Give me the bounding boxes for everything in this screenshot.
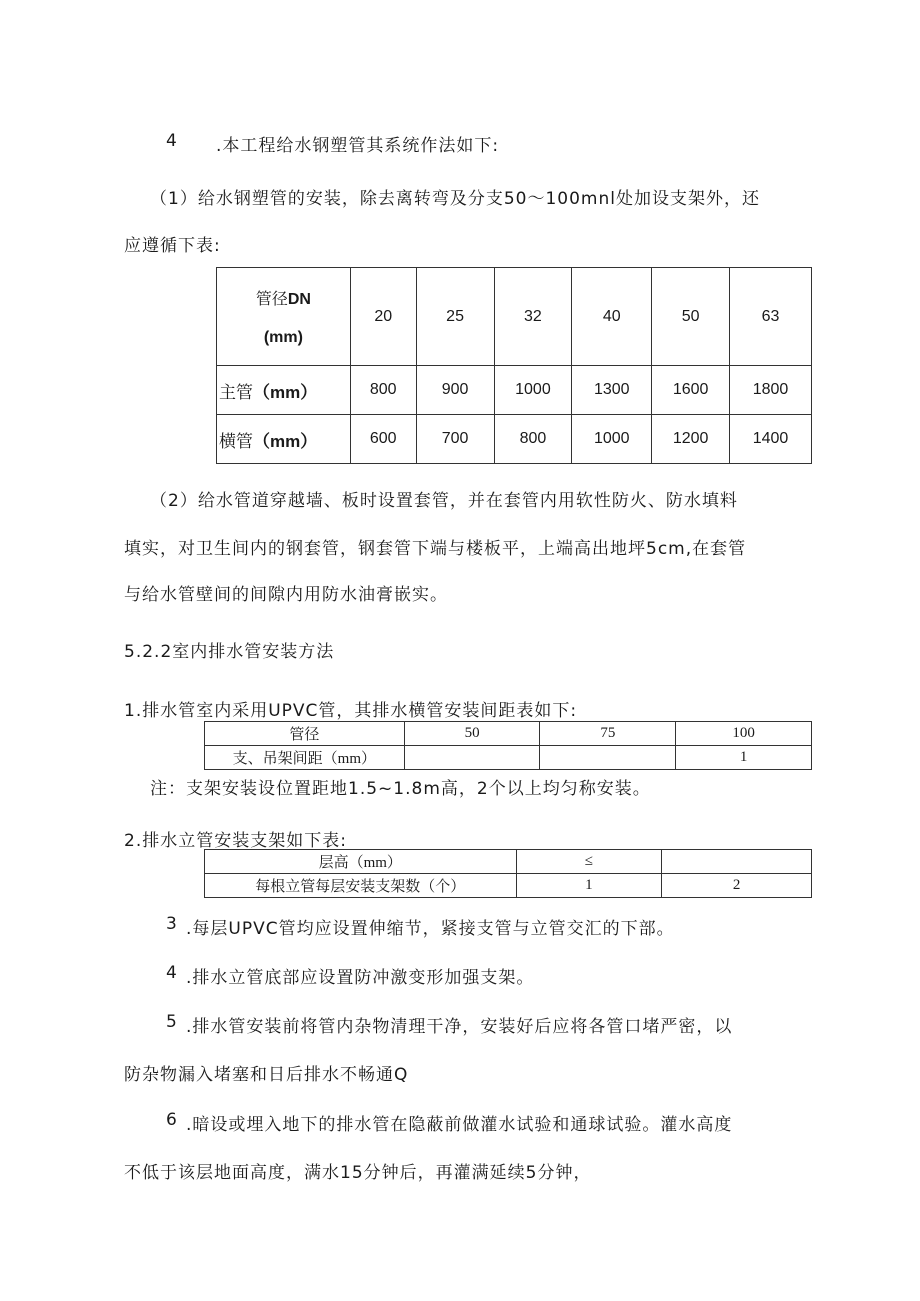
table2-size-cell: 100 xyxy=(676,722,812,746)
table1-header-row xyxy=(217,268,812,366)
table1-size-cell: 20 xyxy=(350,268,416,366)
para1-line1: （1）给水钢塑管的安装，除去离转弯及分支50～100mnl处加设支架外，还 xyxy=(150,189,760,209)
para2-line2: 填实，对卫生间内的钢套管，钢套管下端与楼板平，上端高出地坪5cm,在套管 xyxy=(124,539,747,559)
table2-size-cell: 75 xyxy=(540,722,676,746)
table2-cell: 1 xyxy=(676,746,812,770)
item-3-text: .每层UPVC管均应设置伸缩节，紧接支管与立管交汇的下部。 xyxy=(186,919,675,939)
para1-line2: 应遵循下表: xyxy=(124,236,221,256)
table1-size-cell: 63 xyxy=(730,268,812,366)
table1-header-unit: (mm) xyxy=(263,329,303,346)
row-label-text: 主管 xyxy=(219,382,253,402)
pipe-support-table xyxy=(216,267,812,464)
item-3-number: 3 xyxy=(166,914,177,934)
table2-cell xyxy=(540,746,676,770)
table3-header-row xyxy=(205,850,812,874)
table3-header-label: 层高（mm） xyxy=(205,850,517,874)
table3-row-label: 每根立管每层安装支架数（个） xyxy=(205,874,517,898)
table3-row xyxy=(205,874,812,898)
table1-cell: 800 xyxy=(350,366,416,415)
table1-header-label: 管径 xyxy=(255,291,288,308)
para2-line3: 与给水管壁间的间隙内用防水油膏嵌实。 xyxy=(124,585,448,605)
item-5-line1: .排水管安装前将管内杂物清理干净，安装好后应将各管口堵严密，以 xyxy=(186,1017,733,1037)
item-5-line2: 防杂物漏入堵塞和日后排水不畅通Q xyxy=(124,1065,409,1085)
table2-header-label: 管径 xyxy=(205,722,405,746)
table1-row-horizontal xyxy=(217,415,812,464)
table1-size-cell: 40 xyxy=(572,268,652,366)
table1-cell: 1000 xyxy=(494,366,572,415)
table3-header-cell xyxy=(662,850,812,874)
table1-cell: 1200 xyxy=(652,415,730,464)
table1-cell: 1000 xyxy=(572,415,652,464)
table2-cell xyxy=(404,746,540,770)
drain-spacing-table xyxy=(204,721,812,770)
table1-row-label xyxy=(217,366,351,415)
item-4-text: .本工程给水钢塑管其系统作法如下: xyxy=(216,136,500,156)
table3-header-cell: ≤ xyxy=(516,850,662,874)
item-4b-text: .排水立管底部应设置防冲激变形加强支架。 xyxy=(186,968,535,988)
table1-row-label xyxy=(217,415,351,464)
table1-row-main xyxy=(217,366,812,415)
item-6-number: 6 xyxy=(166,1110,177,1130)
table2-row-label: 支、吊架间距（mm） xyxy=(205,746,405,770)
item-5-number: 5 xyxy=(166,1012,177,1032)
item-6-line1: .暗设或埋入地下的排水管在隐蔽前做灌水试验和通球试验。灌水高度 xyxy=(186,1115,733,1135)
table1-header-cell xyxy=(217,268,351,366)
table1-size-cell: 50 xyxy=(652,268,730,366)
drain-item-2: 2.排水立管安装支架如下表: xyxy=(124,831,347,851)
item-6-line2: 不低于该层地面高度，满水15分钟后，再灌满延续5分钟， xyxy=(124,1163,592,1183)
note: 注：支架安装设位置距地1.5~1.8m高，2个以上均匀称安装。 xyxy=(150,779,651,799)
drain-item-1: 1.排水管室内采用UPVC管，其排水横管安装间距表如下: xyxy=(124,701,578,721)
table2-header-row xyxy=(205,722,812,746)
table3-cell: 1 xyxy=(516,874,662,898)
section-heading: 5.2.2室内排水管安装方法 xyxy=(124,642,335,662)
row-label-unit: （mm） xyxy=(253,382,318,402)
table1-cell: 1300 xyxy=(572,366,652,415)
table1-header-dn: DN xyxy=(287,291,311,308)
table1-cell: 700 xyxy=(416,415,494,464)
row-label-unit: （mm） xyxy=(253,431,318,451)
row-label-text: 横管 xyxy=(219,431,253,451)
table2-row xyxy=(205,746,812,770)
table1-size-cell: 32 xyxy=(494,268,572,366)
riser-support-table xyxy=(204,849,812,898)
item-4-number: 4 xyxy=(166,131,177,151)
table2-size-cell: 50 xyxy=(404,722,540,746)
table1-size-cell: 25 xyxy=(416,268,494,366)
table1-cell: 1600 xyxy=(652,366,730,415)
table1-cell: 1400 xyxy=(730,415,812,464)
table1-cell: 800 xyxy=(494,415,572,464)
table1-cell: 900 xyxy=(416,366,494,415)
para2-line1: （2）给水管道穿越墙、板时设置套管，并在套管内用软性防火、防水填料 xyxy=(150,491,738,511)
table1-cell: 600 xyxy=(350,415,416,464)
item-4b-number: 4 xyxy=(166,963,177,983)
table3-cell: 2 xyxy=(662,874,812,898)
table1-cell: 1800 xyxy=(730,366,812,415)
